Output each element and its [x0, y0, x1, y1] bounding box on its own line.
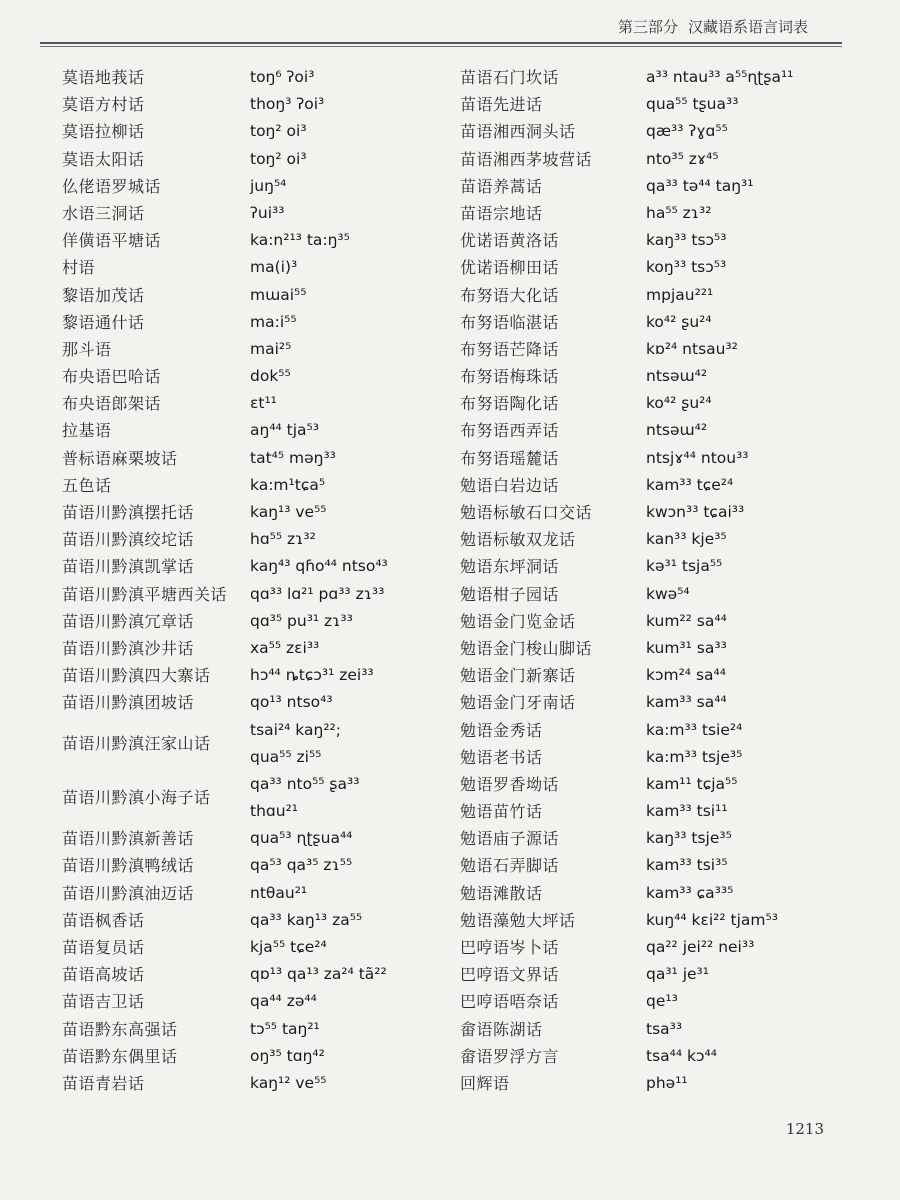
word-entry: [62, 472, 442, 499]
dialect-name: 布努语临湛话: [460, 312, 560, 332]
left-column: [62, 64, 442, 1097]
word-form: tɔ⁵⁵ taŋ²¹: [250, 1019, 320, 1038]
word-form: ntθau²¹: [250, 883, 308, 902]
word-entry: [460, 390, 860, 417]
dialect-name: 苗语川黔滇油迈话: [62, 883, 195, 903]
dialect-name: 苗语川黔滇汪家山话: [62, 733, 211, 753]
word-entry: [62, 880, 442, 907]
word-form: kə³¹ tsja⁵⁵: [646, 557, 723, 576]
word-form: ka:m³³ tsie²⁴: [646, 720, 743, 739]
word-form: qæ³³ ʔɣɑ⁵⁵: [646, 122, 728, 141]
word-form: ha⁵⁵ zɿ³²: [646, 203, 712, 222]
dialect-name: 布努语大化话: [460, 285, 560, 305]
word-entry: [62, 173, 442, 200]
dialect-name: 苗语川黔滇凯掌话: [62, 557, 195, 577]
word-form: ko⁴² ʂu²⁴: [646, 394, 712, 413]
word-entry: [460, 907, 860, 934]
word-entry: [62, 662, 442, 689]
word-entry: [62, 336, 442, 363]
dialect-name: 勉语标敏石口交话: [460, 503, 593, 522]
word-form: ma(i)³: [250, 258, 298, 277]
dialect-name: 苗语川黔滇团坡话: [62, 693, 195, 713]
word-form: qɒ¹³ qa¹³ za²⁴ tã²²: [250, 965, 387, 984]
word-entry: [460, 771, 860, 798]
word-form: kaŋ¹² ve⁵⁵: [250, 1073, 327, 1092]
word-form: hɑ⁵⁵ zɿ³²: [250, 530, 316, 549]
dialect-name: 巴哼语文界话: [460, 965, 560, 985]
word-entry: [62, 254, 442, 281]
word-entry: [460, 118, 860, 145]
header-rule: [40, 42, 842, 44]
word-entry: [62, 200, 442, 227]
word-form: kum³¹ sa³³: [646, 638, 727, 657]
dialect-name: 那斗语: [62, 339, 112, 359]
word-entry: [62, 717, 442, 771]
dialect-name: 勉语金秀话: [460, 720, 543, 740]
word-entry: [62, 499, 442, 526]
word-entry: [460, 1043, 860, 1070]
word-entry: [62, 608, 442, 635]
dialect-name: 勉语柑子园话: [460, 584, 560, 604]
dialect-name: 勉语白岩边话: [460, 475, 560, 495]
word-entry: [460, 146, 860, 173]
word-form: kwə⁵⁴: [646, 584, 690, 603]
dialect-name: 勉语金门梭山脚话: [460, 638, 593, 658]
dialect-name: 布央语郎架话: [62, 394, 162, 414]
word-form: kam³³ tɕe²⁴: [646, 475, 734, 494]
word-entry: [460, 608, 860, 635]
word-entry: [460, 880, 860, 907]
dialect-name: 村语: [62, 258, 96, 278]
word-form: qua⁵³ ɳʈʂua⁴⁴: [250, 829, 353, 848]
word-form: kam³³ ɕa³³⁵: [646, 883, 734, 902]
word-form: kwɔn³³ tɕai³³: [646, 503, 745, 521]
dialect-name: 苗语吉卫话: [62, 992, 145, 1012]
dialect-name: 黎语通什话: [62, 312, 145, 332]
header-part: 第三部分: [617, 17, 678, 36]
word-form: qa³³ kaŋ¹³ za⁵⁵: [250, 910, 363, 929]
word-form: ma:i⁵⁵: [250, 312, 297, 331]
word-form: tat⁴⁵ məŋ³³: [250, 448, 336, 467]
dialect-name: 苗语川黔滇平塘西关话: [62, 584, 228, 604]
dialect-name: 苗语川黔滇摆托话: [62, 503, 195, 522]
word-entry: [460, 336, 860, 363]
dialect-name: 勉语老书话: [460, 747, 543, 767]
word-form: xa⁵⁵ zɛi³³: [250, 638, 320, 657]
word-form: qa⁵³ qa³⁵ zɿ⁵⁵: [250, 856, 353, 875]
page-header: [618, 12, 808, 40]
word-form: kuŋ⁴⁴ kɛi²² tjam⁵³: [646, 910, 778, 929]
word-entry: [62, 146, 442, 173]
word-entry: [460, 744, 860, 771]
dialect-name: 莫语太阳话: [62, 149, 145, 169]
word-form: tsa³³: [646, 1019, 683, 1038]
word-entry: [460, 309, 860, 336]
page-number: 1213: [785, 1120, 824, 1138]
word-entry: [460, 173, 860, 200]
word-form: kaŋ³³ tsje³⁵: [646, 829, 732, 848]
dialect-name: 苗语养蒿话: [460, 176, 543, 196]
word-entry: [460, 417, 860, 444]
word-entry: [460, 254, 860, 281]
dialect-name: 苗语黔东偶里话: [62, 1046, 178, 1066]
dialect-name: 黎语加茂话: [62, 285, 145, 305]
dialect-name: 苗语黔东高强话: [62, 1019, 178, 1039]
word-entry: [460, 1070, 860, 1097]
dialect-name: 勉语滩散话: [460, 883, 543, 903]
dialect-name: 苗语宗地话: [460, 203, 543, 223]
word-entry: [460, 581, 860, 608]
dialect-name: 畲语罗浮方言: [460, 1046, 560, 1066]
word-entry: [460, 852, 860, 879]
word-entry: [62, 934, 442, 961]
word-entry: [62, 553, 442, 580]
word-form: dok⁵⁵: [250, 367, 291, 386]
dialect-name: 优诺语黄洛话: [460, 231, 560, 251]
word-form: nto³⁵ zɤ⁴⁵: [646, 149, 719, 168]
word-form: mɯai⁵⁵: [250, 285, 307, 304]
word-form: qa³¹ je³¹: [646, 965, 709, 984]
word-form: koŋ³³ tsɔ⁵³: [646, 258, 727, 277]
word-form: kam³³ tsi¹¹: [646, 802, 728, 821]
right-column: [460, 64, 860, 1097]
word-form: qa³³ tə⁴⁴ taŋ³¹: [646, 176, 754, 195]
word-entry: [460, 988, 860, 1015]
word-entry: [460, 91, 860, 118]
word-entry: [62, 390, 442, 417]
dialect-name: 巴哼语岑卜话: [460, 938, 560, 957]
dialect-name: 苗语高坡话: [62, 965, 145, 985]
word-entry: [460, 363, 860, 390]
word-entry: [460, 499, 860, 526]
dialect-name: 苗语川黔滇绞坨话: [62, 530, 195, 550]
word-form: kam³³ tsi³⁵: [646, 856, 728, 875]
word-entry: [460, 662, 860, 689]
word-form: kam³³ sa⁴⁴: [646, 693, 727, 712]
word-entry: [62, 825, 442, 852]
dialect-name: 普标语麻栗坡话: [62, 448, 178, 468]
word-entry: [62, 907, 442, 934]
word-entry: [62, 961, 442, 988]
dialect-name: 苗语先进话: [460, 95, 543, 115]
word-form: ka:m³³ tsje³⁵: [646, 747, 743, 766]
dialect-name: 布努语梅珠话: [460, 367, 560, 387]
word-form: oŋ³⁵ tɑŋ⁴²: [250, 1046, 325, 1065]
word-entry: [62, 227, 442, 254]
word-form: kɔm²⁴ sa⁴⁴: [646, 666, 726, 685]
word-entry: [460, 282, 860, 309]
word-form: ka:n²¹³ ta:ŋ³⁵: [250, 231, 350, 250]
word-form: toŋ² oi³: [250, 122, 307, 141]
dialect-name: 莫语拉柳话: [62, 122, 145, 142]
word-entry: [460, 64, 860, 91]
word-form: kam¹¹ tɕja⁵⁵: [646, 774, 738, 793]
word-entry: [62, 417, 442, 444]
dialect-name: 拉基语: [62, 421, 112, 441]
word-form: ntsəɯ⁴²: [646, 421, 708, 440]
dialect-name: 水语三洞话: [62, 203, 145, 223]
word-form: qua⁵⁵ tʂua³³: [646, 95, 739, 114]
dialect-name: 苗语湘西洞头话: [460, 122, 576, 142]
word-form: tsa⁴⁴ kɔ⁴⁴: [646, 1046, 717, 1065]
dialect-name: 布努语芒降话: [460, 339, 560, 359]
word-entry: [460, 961, 860, 988]
dialect-name: 莫语方村话: [62, 95, 145, 115]
word-entry: [460, 717, 860, 744]
dialect-name: 勉语庙子源话: [460, 829, 560, 849]
word-entry: [62, 526, 442, 553]
word-form: qe¹³: [646, 992, 678, 1011]
word-entry: [62, 852, 442, 879]
word-entry: [460, 825, 860, 852]
dialect-name: 布努语瑶麓话: [460, 448, 560, 468]
dialect-name: 勉语标敏双龙话: [460, 530, 576, 550]
word-entry: [62, 689, 442, 716]
word-form: mpjau²²¹: [646, 285, 714, 304]
word-form: phə¹¹: [646, 1073, 688, 1092]
word-entry: [62, 988, 442, 1015]
dialect-name: 莫语地莪话: [62, 68, 145, 87]
word-form: kɒ²⁴ ntsau³²: [646, 339, 738, 358]
word-form: a³³ ntau³³ a⁵⁵ɳʈʂa¹¹: [646, 68, 794, 86]
word-form: ka:m¹tɕa⁵: [250, 475, 326, 494]
word-entry: [62, 1070, 442, 1097]
word-entry: [62, 771, 442, 825]
word-entry: [62, 363, 442, 390]
word-entry: [460, 472, 860, 499]
word-form: qɑ³³ lɑ²¹ pɑ³³ zɿ³³: [250, 584, 385, 603]
dialect-name: 苗语川黔滇鸭绒话: [62, 856, 195, 876]
word-form: qɑ³⁵ pu³¹ zɿ³³: [250, 611, 353, 630]
dialect-name: 布努语西弄话: [460, 421, 560, 441]
word-form: kaŋ¹³ ve⁵⁵: [250, 503, 327, 521]
dialect-name: 勉语东坪洞话: [460, 557, 560, 577]
word-form: kaŋ³³ tsɔ⁵³: [646, 231, 727, 250]
word-entry: [460, 798, 860, 825]
word-entry: [460, 227, 860, 254]
word-form: qa³³ nto⁵⁵ ʂa³³ thɑu²¹: [250, 774, 360, 820]
word-entry: [62, 445, 442, 472]
dialect-name: 佯僙语平塘话: [62, 231, 162, 251]
word-entry: [62, 64, 442, 91]
dialect-name: 勉语罗香坳话: [460, 774, 560, 794]
word-form: hɔ⁴⁴ ȵtɕɔ³¹ zei³³: [250, 666, 374, 685]
dialect-name: 苗语川黔滇新善话: [62, 829, 195, 849]
dialect-name: 勉语金门新寨话: [460, 666, 576, 686]
word-form: aŋ⁴⁴ tja⁵³: [250, 421, 319, 440]
word-form: toŋ² oi³: [250, 149, 307, 168]
dialect-name: 苗语青岩话: [62, 1073, 145, 1093]
dialect-name: 苗语川黔滇沙井话: [62, 638, 195, 658]
word-form: mai²⁵: [250, 339, 292, 358]
dialect-name: 苗语枫香话: [62, 910, 145, 930]
word-entry: [62, 1016, 442, 1043]
dialect-name: 苗语湘西茅坡营话: [460, 149, 593, 169]
word-entry: [460, 200, 860, 227]
word-form: ko⁴² ʂu²⁴: [646, 312, 712, 331]
word-form: qo¹³ ntso⁴³: [250, 693, 333, 712]
dialect-name: 苗语川黔滇小海子话: [62, 787, 211, 807]
word-form: toŋ⁶ ʔoi³: [250, 68, 315, 86]
dialect-name: 勉语金门览金话: [460, 611, 576, 631]
dialect-name: 优诺语柳田话: [460, 258, 560, 278]
word-entry: [62, 1043, 442, 1070]
dialect-name: 回辉语: [460, 1073, 510, 1093]
header-title: 汉藏语系语言词表: [687, 17, 808, 36]
dialect-name: 畲语陈湖话: [460, 1019, 543, 1039]
dialect-name: 苗语复员话: [62, 938, 145, 958]
word-entry: [460, 445, 860, 472]
word-form: ʔui³³: [250, 203, 285, 222]
word-entry: [460, 526, 860, 553]
word-entry: [62, 635, 442, 662]
word-form: kan³³ kje³⁵: [646, 530, 727, 549]
word-form: ɛt¹¹: [250, 394, 277, 413]
dialect-name: 勉语藻勉大坪话: [460, 910, 576, 930]
dialect-name: 五色话: [62, 475, 112, 495]
dialect-name: 勉语金门牙南话: [460, 693, 576, 713]
dialect-name: 勉语石弄脚话: [460, 856, 560, 876]
dialect-name: 苗语川黔滇冗章话: [62, 611, 195, 631]
word-entry: [460, 934, 860, 961]
word-entry: [460, 553, 860, 580]
word-entry: [62, 309, 442, 336]
word-form: thoŋ³ ʔoi³: [250, 95, 325, 114]
dialect-name: 苗语石门坎话: [460, 68, 560, 87]
word-entry: [460, 1016, 860, 1043]
dialect-name: 苗语川黔滇四大寨话: [62, 666, 211, 686]
word-form: juŋ⁵⁴: [250, 176, 287, 195]
word-form: ntsəɯ⁴²: [646, 367, 708, 386]
word-form: kja⁵⁵ tɕe²⁴: [250, 938, 327, 957]
word-form: kum²² sa⁴⁴: [646, 611, 727, 630]
word-entry: [62, 581, 442, 608]
dialect-name: 布努语陶化话: [460, 394, 560, 414]
dialect-name: 仫佬语罗城话: [62, 176, 162, 196]
word-entry: [460, 635, 860, 662]
word-entry: [460, 689, 860, 716]
word-form: kaŋ⁴³ qɦo⁴⁴ ntso⁴³: [250, 557, 388, 576]
word-entry: [62, 118, 442, 145]
dialect-name: 巴哼语唔奈话: [460, 992, 560, 1012]
word-entry: [62, 282, 442, 309]
word-form: qa⁴⁴ zə⁴⁴: [250, 992, 317, 1011]
dialect-name: 布央语巴哈话: [62, 367, 162, 387]
word-entry: [62, 91, 442, 118]
word-form: ntsjɤ⁴⁴ ntou³³: [646, 448, 749, 467]
header-rule-thin: [40, 46, 842, 47]
word-form: tsai²⁴ kaŋ²²; qua⁵⁵ zi⁵⁵: [250, 720, 341, 766]
dialect-name: 勉语苗竹话: [460, 802, 543, 822]
word-form: qa²² jei²² nei³³: [646, 938, 755, 956]
